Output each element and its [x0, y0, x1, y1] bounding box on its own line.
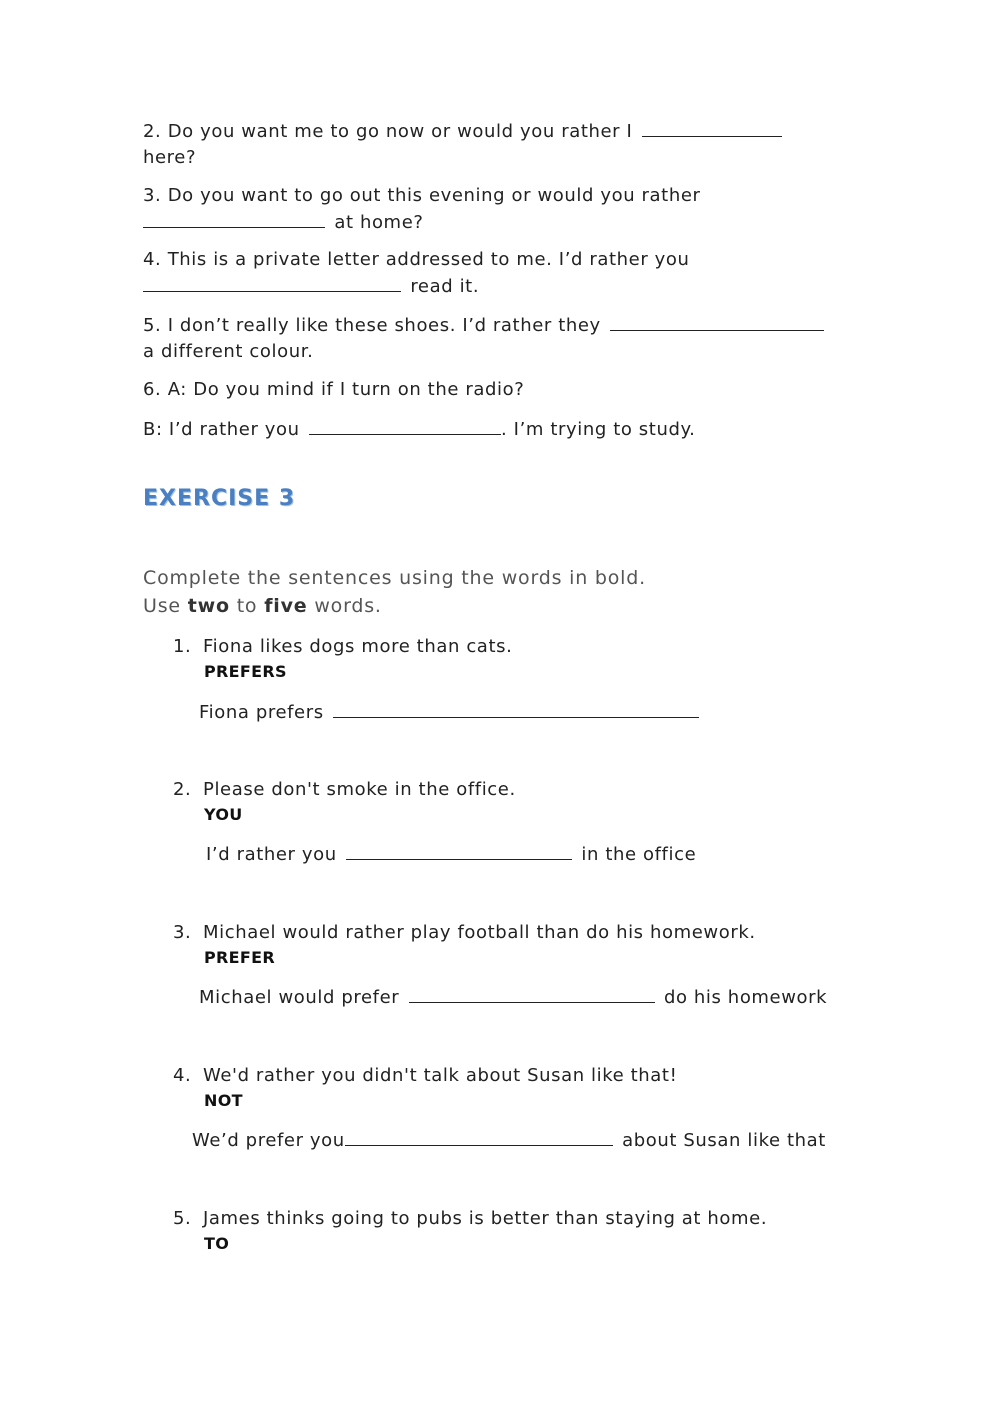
item-answer-line: [206, 841, 696, 868]
question-text: read it.: [410, 276, 480, 297]
answer-blank[interactable]: [309, 416, 501, 435]
instruction-line-2: Use two to five words.: [143, 595, 382, 617]
item-keyword: YOU: [204, 805, 243, 824]
answer-start: Michael would prefer: [199, 987, 400, 1008]
exercise-3-heading: EXERCISE 3: [143, 486, 296, 511]
item-keyword: NOT: [204, 1091, 243, 1110]
answer-end: in the office: [581, 844, 697, 865]
item-sentence: Please don't smoke in the office.: [203, 779, 516, 800]
answer-blank[interactable]: [333, 699, 699, 718]
item-number: 3.: [173, 922, 192, 943]
item-number: 1.: [173, 636, 192, 657]
item-keyword: PREFER: [204, 948, 275, 967]
question-text: 3. Do you want to go out this evening or would you rather: [143, 185, 701, 206]
item-keyword: TO: [204, 1234, 230, 1253]
item-sentence: Fiona likes dogs more than cats.: [203, 636, 513, 657]
question-text: a different colour.: [143, 341, 314, 362]
ex2-question-6b: [143, 416, 695, 443]
answer-blank[interactable]: [409, 984, 655, 1003]
answer-blank[interactable]: [642, 118, 782, 137]
question-text: 2. Do you want me to go now or would you rather I: [143, 121, 633, 142]
item-number: 5.: [173, 1208, 192, 1229]
answer-end: do his homework: [663, 987, 828, 1008]
ex2-question-5: [143, 312, 827, 365]
item-sentence: Michael would rather play football than do his homework.: [203, 922, 756, 943]
ex2-question-2: [143, 118, 785, 171]
answer-start: Fiona prefers: [199, 702, 324, 723]
ex2-question-6a: 6. A: Do you mind if I turn on the radio?: [143, 379, 525, 400]
question-text: 5. I don’t really like these shoes. I’d rather they: [143, 315, 601, 336]
answer-blank[interactable]: [345, 1127, 613, 1146]
ex2-question-4: [143, 247, 690, 300]
item-number: 4.: [173, 1065, 192, 1086]
answer-blank[interactable]: [610, 312, 824, 331]
item-sentence: We'd rather you didn't talk about Susan like that!: [203, 1065, 678, 1086]
question-text: at home?: [334, 212, 424, 233]
item-sentence: James thinks going to pubs is better than staying at home.: [203, 1208, 768, 1229]
answer-blank[interactable]: [143, 273, 401, 292]
item-answer-line: [192, 1127, 826, 1154]
answer-blank[interactable]: [346, 841, 572, 860]
item-answer-line: [199, 699, 702, 726]
instruction-line-1: Complete the sentences using the words in bold.: [143, 567, 646, 589]
answer-start: We’d prefer you: [192, 1130, 345, 1151]
question-text: 4. This is a private letter addressed to me. I’d rather you: [143, 249, 690, 270]
item-answer-line: [199, 984, 827, 1011]
question-text: B: I’d rather you: [143, 419, 300, 440]
question-text: . I’m trying to study.: [501, 419, 696, 440]
answer-blank[interactable]: [143, 209, 325, 228]
question-text: here?: [143, 147, 197, 168]
item-number: 2.: [173, 779, 192, 800]
answer-end: about Susan like that: [622, 1130, 826, 1151]
ex2-question-3: [143, 183, 701, 236]
item-keyword: PREFERS: [204, 662, 287, 681]
answer-start: I’d rather you: [206, 844, 337, 865]
